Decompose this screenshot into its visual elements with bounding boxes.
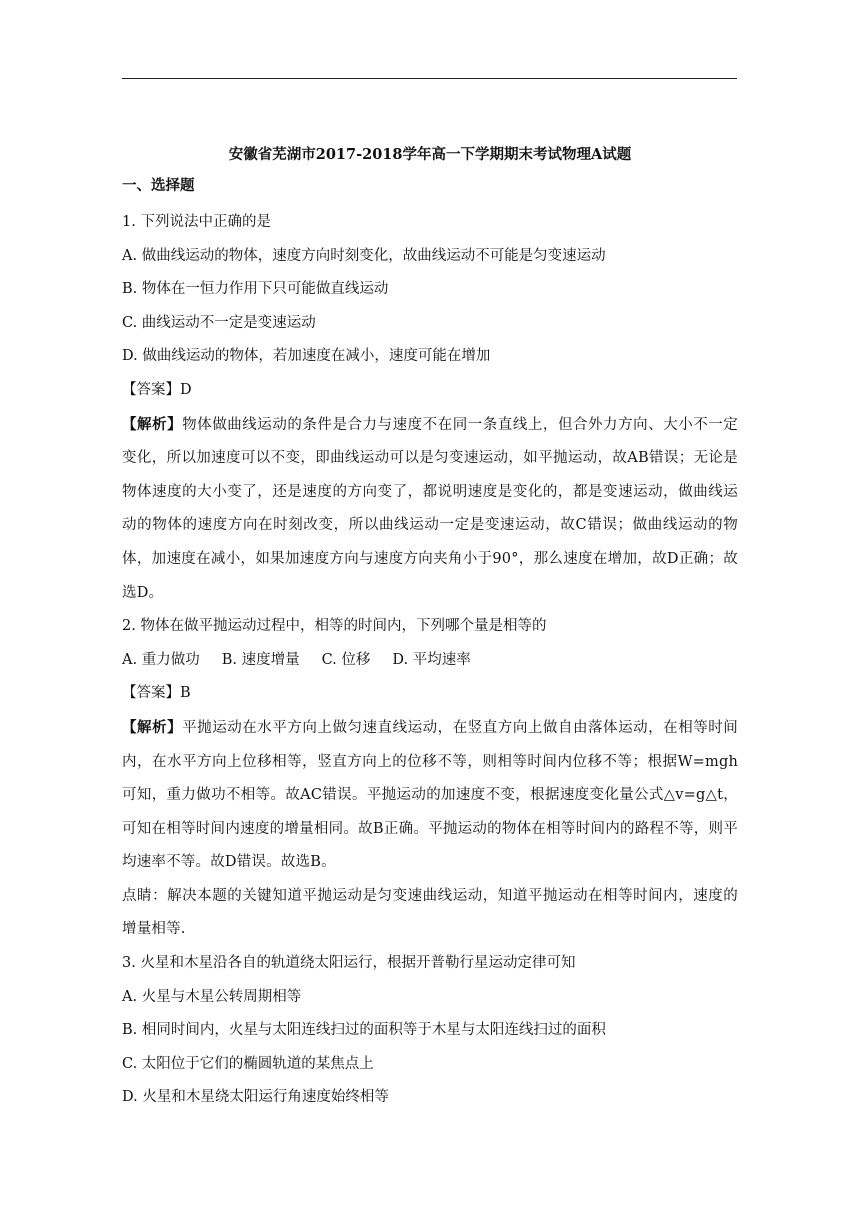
question-3-option-a: A. 火星与木星公转周期相等 [122, 988, 302, 1005]
question-2-options [122, 644, 738, 678]
question-2-comment: 点睛：解决本题的关键知道平抛运动是匀变速曲线运动，知道平抛运动在相等时间内，速度的增量相等. [122, 887, 738, 938]
question-2-option-a: A. 重力做功 [122, 651, 200, 668]
question-3-option-b: B. 相同时间内，火星与太阳连线扫过的面积等于木星与太阳连线扫过的面积 [122, 1022, 606, 1039]
analysis-tag: 【解析】 [122, 718, 183, 736]
analysis-tag: 【解析】 [122, 415, 183, 433]
analysis-text: 物体做曲线运动的条件是合力与速度不在同一条直线上，但合外力方向、大小不一定变化，所以加速度可以不变，即曲线运动可以是匀变速运动，如平抛运动，故AB错误；无论是物体速度的大小变了，还是速度的方向变了，都说明速度是变化的，都是变速运动，做曲线运动的物体的速度方向在时刻改变，所以曲线运动一定是变速运动，故C错误；做曲线运动的物体，加速度在减小，如果加速度方向与速度方向夹角小于90°，那么速度在增加，故D正确；故选D。 [122, 416, 738, 601]
question-3-stem: 3. 火星和木星沿各自的轨道绕太阳运行，根据开普勒行星运动定律可知 [122, 955, 576, 972]
question-2 [122, 610, 738, 947]
question-3-option-d: D. 火星和木星绕太阳运行角速度始终相等 [122, 1089, 389, 1106]
question-2-option-d: D. 平均速率 [392, 651, 471, 668]
question-1-option-b: B. 物体在一恒力作用下只可能做直线运动 [122, 281, 389, 298]
question-1-stem: 1. 下列说法中正确的是 [122, 214, 271, 230]
question-1-analysis [122, 408, 738, 611]
question-1-answer: 【答案】D [122, 381, 192, 398]
analysis-text: 平抛运动在水平方向上做匀速直线运动，在竖直方向上做自由落体运动，在相等时间内，在水平方向上位移相等，竖直方向上的位移不等，则相等时间内位移不等；根据W=mgh可知，重力做功不相等。故AC错误。平抛运动的加速度不变，根据速度变化量公式△v=g△t，可知在相等时间内速度的增量相同。故B正确。平抛运动的物体在相等时间内的路程不等，则平均速率不等。故D错误。故选B。 [122, 719, 738, 871]
document-body [122, 142, 738, 1115]
question-3-option-c: C. 太阳位于它们的椭圆轨道的某焦点上 [122, 1055, 374, 1072]
question-1-option-c: C. 曲线运动不一定是变速运动 [122, 314, 316, 331]
question-1 [122, 206, 738, 610]
question-1-option-d: D. 做曲线运动的物体，若加速度在减小，速度可能在增加 [122, 348, 491, 365]
question-2-analysis [122, 711, 738, 880]
section-heading: 一、选择题 [122, 177, 195, 194]
document-title: 安徽省芜湖市2017-2018学年高一下学期期末考试物理A试题 [228, 146, 632, 163]
question-2-answer: 【答案】B [122, 685, 191, 702]
question-2-option-c: C. 位移 [321, 651, 371, 668]
question-2-option-b: B. 速度增量 [221, 651, 300, 668]
header-rule [122, 78, 737, 79]
question-2-stem: 2. 物体在做平抛运动过程中，相等的时间内，下列哪个量是相等的 [122, 618, 547, 635]
question-3 [122, 947, 738, 1115]
question-1-option-a: A. 做曲线运动的物体，速度方向时刻变化，故曲线运动不可能是匀变速运动 [122, 247, 606, 264]
